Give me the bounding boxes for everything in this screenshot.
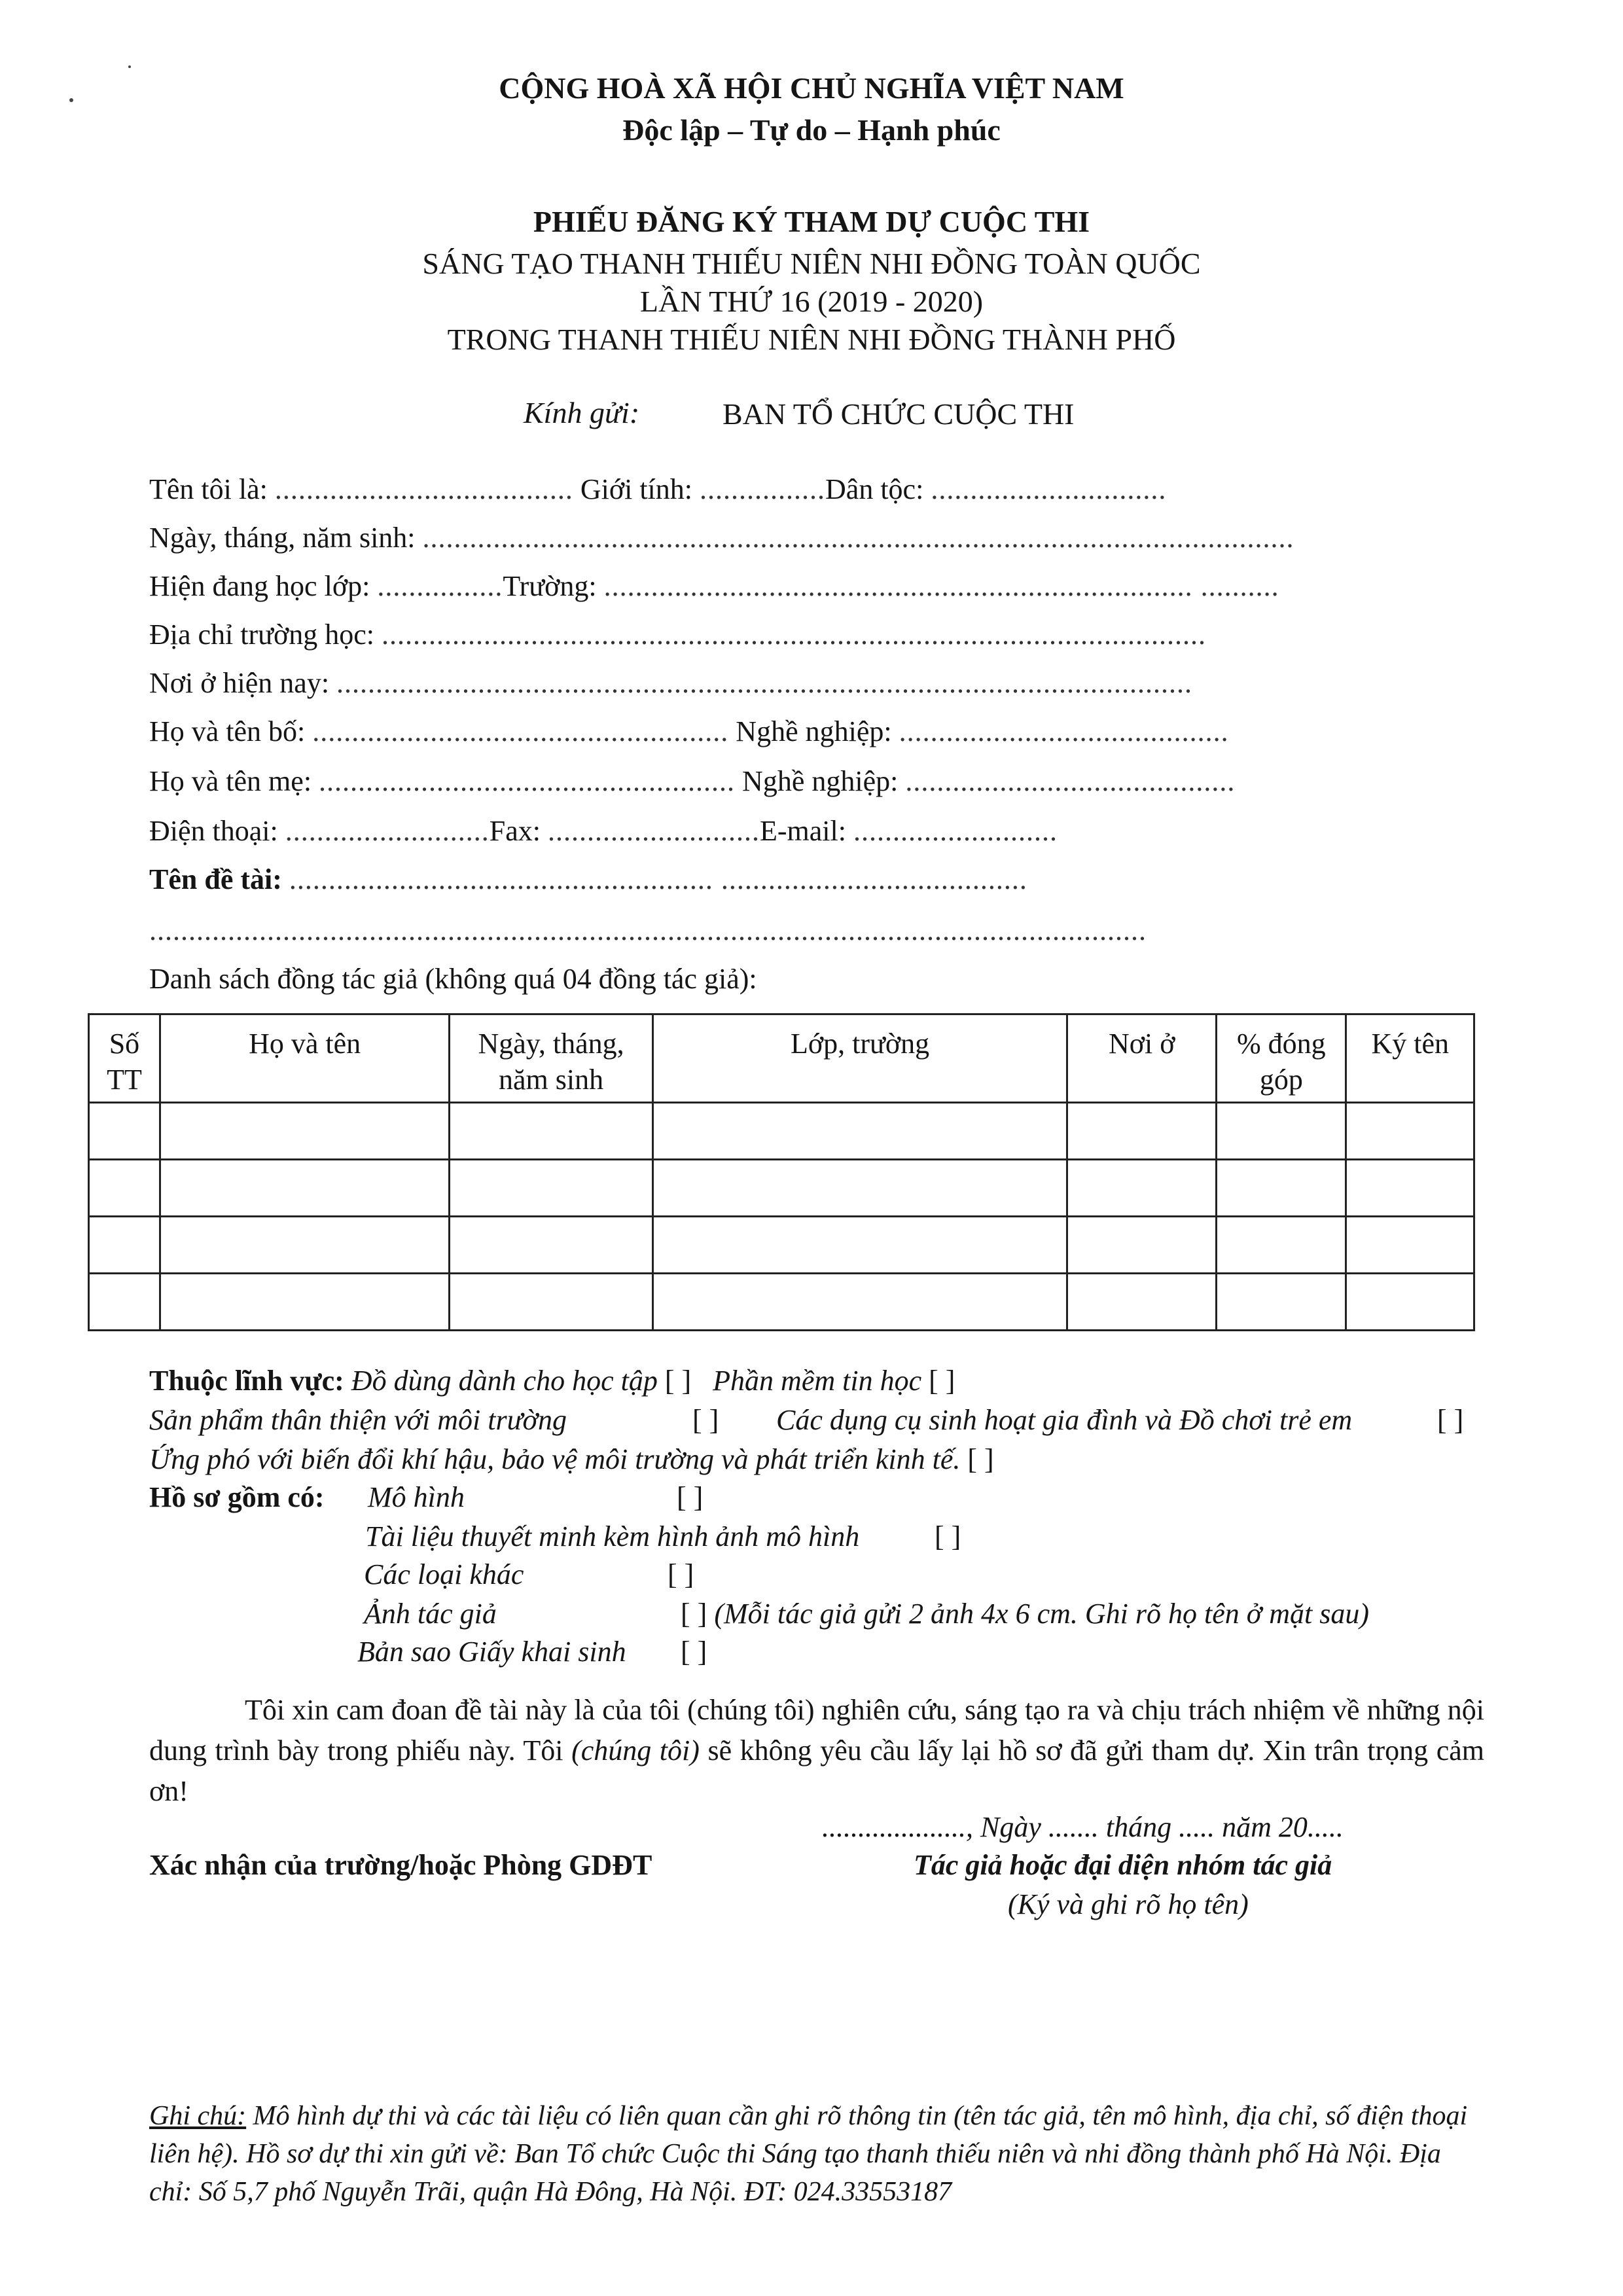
mother-label: Họ và tên mẹ: [149,765,312,797]
table-cell[interactable] [1067,1274,1217,1331]
ethnicity-label: Dân tộc: [825,473,924,505]
school-address-label: Địa chỉ trường học: [149,619,375,651]
dossier-item-model: Mô hình [368,1481,465,1513]
coauthors-table [88,1013,1475,1331]
field-row-topic-cont [149,914,1478,947]
table-header-row [89,1014,1474,1103]
table-cell[interactable] [652,1103,1067,1160]
footnote [149,2097,1478,2211]
col-header-residence: Nơi ở [1067,1014,1217,1103]
class-label: Hiện đang học lớp: [149,570,370,602]
field-row-dob [149,521,1478,554]
gender-input[interactable]: ................ [700,473,826,505]
field-row-mother [149,764,1478,798]
contest-edition: LẦN THỨ 16 (2019 - 2020) [639,285,984,318]
ethnicity-input[interactable]: .............................. [931,473,1167,505]
photo-row [681,1597,1369,1630]
checkbox-photo[interactable]: [ ] [681,1598,707,1630]
table-cell[interactable] [1346,1103,1474,1160]
gender-label: Giới tính: [580,473,693,505]
checkbox-docs[interactable]: [ ] [935,1520,961,1552]
table-cell[interactable] [160,1103,449,1160]
date-line[interactable]: ...................., Ngày ....... tháng ..... năm 20..... [822,1811,1344,1843]
checkbox-climate[interactable]: [ ] [967,1443,994,1475]
dossier-item-photo: Ảnh tác giả [364,1598,497,1630]
salutation-label: Kính gửi: [524,396,640,429]
option-household-toys: Các dụng cụ sinh hoạt gia đình và Đồ chơi trẻ em [776,1404,1353,1436]
field-area-label: Thuộc lĩnh vực: [149,1365,344,1397]
checkbox-other[interactable]: [ ] [668,1558,694,1590]
table-cell[interactable] [1217,1217,1346,1274]
email-input[interactable]: .......................... [853,815,1058,847]
field-row-name [149,473,1478,506]
table-cell[interactable] [450,1217,652,1274]
footnote-text: Mô hình dự thi và các tài liệu có liên quan cần ghi rõ thông tin (tên tác giả, tên mô hình, địa chỉ, số điện thoại liên hệ). Hồ sơ dự thi xin gửi về: Ban Tổ chức Cuộc thi Sáng tạo thanh thiếu niên và nhi đồng thành phố Hà Nội. Địa chỉ: Số 5,7 phố Nguyễn Trãi, quận Hà Đông, Hà Nội. ĐT: 024.33553187 [149,2101,1468,2207]
table-cell[interactable] [652,1160,1067,1217]
father-job-label: Nghề nghiệp: [736,715,892,747]
option-eco-products: Sản phẩm thân thiện với môi trường [149,1404,567,1436]
table-cell[interactable] [160,1274,449,1331]
checkbox-eco-products[interactable]: [ ] [692,1404,719,1436]
father-job-input[interactable]: .......................................... [899,715,1229,747]
table-cell[interactable] [160,1217,449,1274]
field-row-topic [149,863,1478,896]
topic-label: Tên đề tài: [149,863,282,895]
option-software: Phần mềm tin học [713,1365,922,1397]
contest-name: SÁNG TẠO THANH THIẾU NIÊN NHI ĐỒNG TOÀN QUỐC [422,247,1201,280]
fax-input[interactable]: ........................... [547,815,760,847]
table-row [89,1217,1474,1274]
checkbox-software[interactable]: [ ] [929,1365,955,1397]
table-cell[interactable] [1217,1160,1346,1217]
topic-input-continued[interactable]: ............................................................................................................................... [149,914,1147,946]
table-cell[interactable] [450,1160,652,1217]
table-cell[interactable] [1346,1160,1474,1217]
field-row-school-address [149,618,1478,651]
table-row [89,1103,1474,1160]
table-cell[interactable] [1067,1217,1217,1274]
field-row-residence [149,666,1478,700]
table-cell[interactable] [1217,1103,1346,1160]
col-header-contribution: % đóng góp [1217,1014,1346,1103]
table-row [89,1274,1474,1331]
phone-label: Điện thoại: [149,815,278,847]
checkbox-birth-cert[interactable]: [ ] [681,1636,707,1668]
school-label: Trường: [503,570,597,602]
author-signature-note: (Ký và ghi rõ họ tên) [1008,1888,1249,1920]
table-cell[interactable] [89,1217,160,1274]
school-address-input[interactable]: ......................................................................................................... [382,619,1207,651]
col-header-signature: Ký tên [1346,1014,1474,1103]
pledge-text-3: sẽ không yêu cầu lấy lại hồ sơ đã gửi tham dự. Xin trân trọng cảm ơn! [149,1734,1484,1807]
col-header-name: Họ và tên [160,1014,449,1103]
name-input[interactable]: ...................................... [274,473,573,505]
checkbox-learning-tools[interactable]: [ ] [664,1365,692,1397]
field-area-row-1 [149,1364,955,1397]
pledge-paragraph [149,1690,1484,1812]
col-header-dob: Ngày, tháng, năm sinh [450,1014,652,1103]
table-cell[interactable] [1346,1274,1474,1331]
scan-mark [128,65,131,68]
author-signature-title: Tác giả hoặc đại diện nhóm tác giả [914,1849,1332,1881]
contest-scope: TRONG THANH THIẾU NIÊN NHI ĐỒNG THÀNH PHỐ [447,323,1176,356]
field-area-row-3 [149,1443,994,1476]
table-cell[interactable] [1067,1160,1217,1217]
table-cell[interactable] [1346,1217,1474,1274]
motto: Độc lập – Tự do – Hạnh phúc [622,113,1001,147]
field-row-father [149,715,1478,748]
form-title: PHIẾU ĐĂNG KÝ THAM DỰ CUỘC THI [533,205,1090,238]
table-cell[interactable] [652,1274,1067,1331]
residence-label: Nơi ở hiện nay: [149,667,330,699]
mother-job-label: Nghề nghiệp: [742,765,899,797]
option-climate: Ứng phó với biến đổi khí hậu, bảo vệ môi trường và phát triển kinh tế. [149,1443,961,1475]
table-cell[interactable] [1067,1103,1217,1160]
table-cell[interactable] [1217,1274,1346,1331]
mother-input[interactable]: ..................................................... [319,765,736,797]
field-row-contact [149,814,1478,848]
father-input[interactable]: ..................................................... [312,715,729,747]
mother-job-input[interactable]: .......................................... [905,765,1236,797]
fax-label: Fax: [489,815,541,847]
school-input[interactable]: ........................................................................... .......... [603,570,1279,602]
col-header-class-school: Lớp, trường [652,1014,1067,1103]
residence-input[interactable]: ............................................................................................................. [336,667,1193,699]
dossier-item-other: Các loại khác [364,1558,524,1590]
name-label: Tên tôi là: [149,473,268,505]
phone-input[interactable]: .......................... [285,815,490,847]
email-label: E-mail: [759,815,846,847]
table-cell[interactable] [89,1103,160,1160]
dossier-item-docs: Tài liệu thuyết minh kèm hình ảnh mô hình [365,1520,860,1552]
topic-input[interactable]: ...................................................... ....................................... [289,863,1027,895]
field-row-class [149,569,1478,603]
table-cell[interactable] [450,1274,652,1331]
pledge-text-1: Tôi xin cam đoan đề tài này là của tôi (chúng tôi) nghiên cứu, sáng tạo ra và chịu trách nhiệm về những nội dung trình bày trong phiếu này. Tôi [149,1694,1484,1767]
table-cell[interactable] [89,1160,160,1217]
coauthors-caption: Danh sách đồng tác giả (không quá 04 đồng tác giả): [149,963,757,995]
dob-label: Ngày, tháng, năm sinh: [149,522,416,554]
table-cell[interactable] [652,1217,1067,1274]
father-label: Họ và tên bố: [149,715,306,747]
nation-header: CỘNG HOÀ XÃ HỘI CHỦ NGHĨA VIỆT NAM [499,71,1124,105]
table-cell[interactable] [89,1274,160,1331]
dossier-item-birth-cert: Bản sao Giấy khai sinh [357,1636,626,1668]
dob-input[interactable]: ............................................................................................................... [422,522,1294,554]
checkbox-household-toys[interactable]: [ ] [1437,1404,1464,1436]
school-confirmation: Xác nhận của trường/hoặc Phòng GDĐT [149,1849,652,1881]
photo-note: (Mỗi tác giả gửi 2 ảnh 4x 6 cm. Ghi rõ họ tên ở mặt sau) [714,1598,1370,1630]
footnote-label: Ghi chú: [149,2101,247,2131]
table-cell[interactable] [450,1103,652,1160]
salutation-recipient: BAN TỔ CHỨC CUỘC THI [722,397,1075,431]
table-row [89,1160,1474,1217]
col-header-index: Số TT [89,1014,160,1103]
dossier-label: Hồ sơ gồm có: [149,1481,325,1513]
option-learning-tools: Đồ dùng dành cho học tập [351,1365,658,1397]
pledge-text-2: (chúng tôi) [571,1734,700,1767]
checkbox-model[interactable]: [ ] [677,1481,704,1513]
class-input[interactable]: ................ [377,570,503,602]
table-cell[interactable] [160,1160,449,1217]
